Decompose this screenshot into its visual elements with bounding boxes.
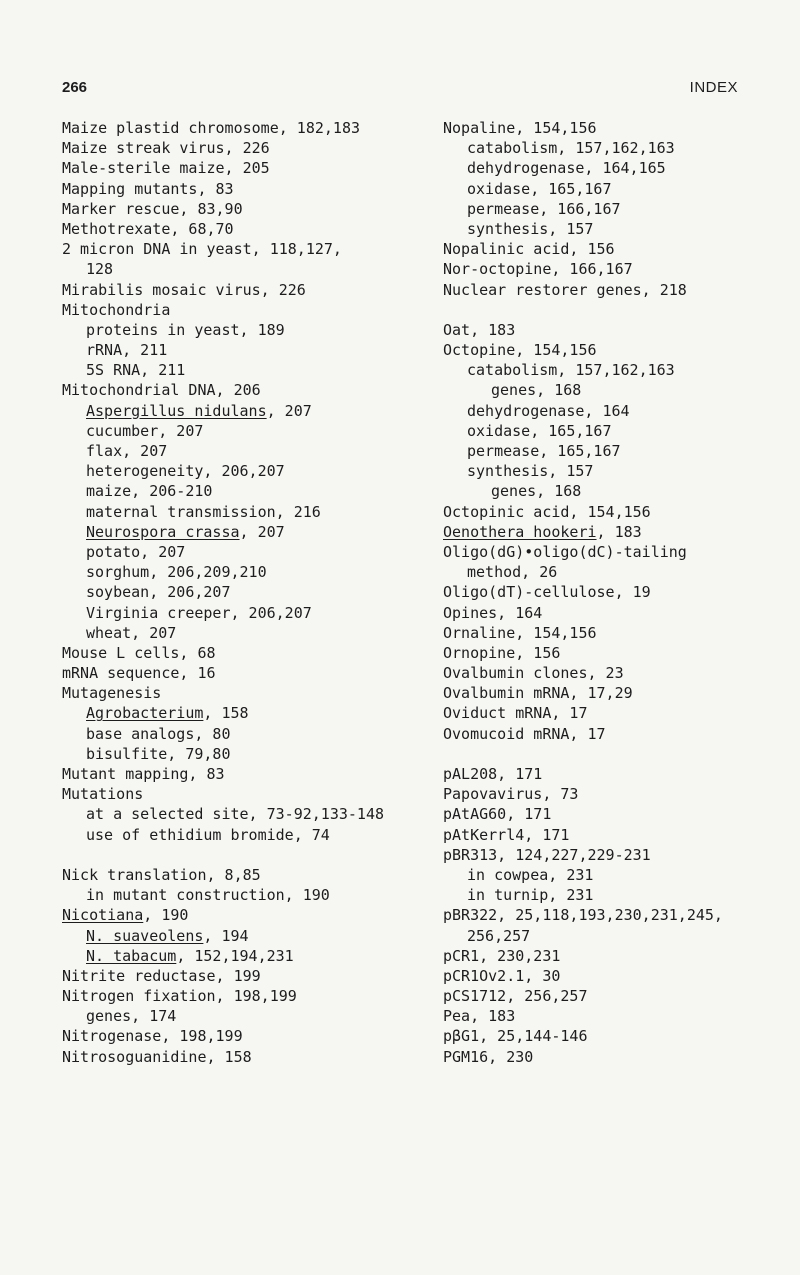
index-subentry: bisulfite, 79,80 (86, 744, 231, 763)
index-entry: Pea, 183 (443, 1007, 516, 1026)
index-subentry: heterogeneity, 206,207 (86, 462, 285, 481)
index-entry: Octopinic acid, 154,156 (443, 502, 651, 521)
index-subentry: in mutant construction, 190 (86, 886, 330, 905)
index-entry: pAL208, 171 (443, 765, 543, 783)
index-entry: pAtKerrl4, 171 (443, 825, 570, 844)
index-subentry: synthesis, 157 (467, 462, 594, 481)
index-entry: Oligo(dT)-cellulose, 19 (443, 583, 651, 602)
index-entry: Mirabilis mosaic virus, 226 (62, 280, 306, 299)
index-entry: Nopalinic acid, 156 (443, 240, 615, 259)
index-entry: pCR1Ov2.1, 30 (443, 966, 561, 985)
index-entry: Ornopine, 156 (443, 643, 561, 662)
index-entry: Nitrite reductase, 199 (62, 966, 261, 985)
index-entry: Mapping mutants, 83 (62, 179, 234, 198)
index-entry: pCS1712, 256,257 (443, 987, 588, 1006)
index-subentry: wheat, 207 (86, 623, 177, 642)
index-entry: Nitrogenase, 198,199 (62, 1027, 243, 1046)
index-entry: Nopaline, 154,156 (443, 119, 597, 137)
index-entry: Marker rescue, 83,90 (62, 199, 243, 218)
index-subentry: Agrobacterium, 158 (86, 704, 249, 723)
index-subentry: genes, 168 (491, 482, 582, 501)
index-entry: Mutations (62, 785, 144, 804)
index-subentry: method, 26 (467, 563, 558, 582)
index-entry: Oat, 183 (443, 320, 516, 339)
index-entry: pBR322, 25,118,193,230,231,245, (443, 906, 723, 925)
index-subentry: sorghum, 206,209,210 (86, 563, 267, 582)
index-entry: pβG1, 25,144-146 (443, 1027, 588, 1046)
index-subentry: genes, 168 (491, 381, 582, 400)
index-subentry: Virginia creeper, 206,207 (86, 603, 312, 622)
index-subentry: 128 (86, 260, 114, 279)
index-subentry: potato, 207 (86, 542, 186, 561)
index-entry: Mouse L cells, 68 (62, 643, 216, 662)
index-subentry: in cowpea, 231 (467, 865, 594, 884)
index-subentry: 256,257 (467, 926, 531, 945)
index-subentry: rRNA, 211 (86, 341, 168, 360)
index-subentry: N. suaveolens, 194 (86, 926, 249, 945)
index-entry: Mitochondrial DNA, 206 (62, 381, 261, 400)
index-entry: pBR313, 124,227,229-231 (443, 845, 651, 864)
index-entry: Mutant mapping, 83 (62, 765, 225, 783)
index-subentry: dehydrogenase, 164 (467, 401, 630, 420)
index-entry: Nicotiana, 190 (62, 906, 189, 925)
index-entry: Ovalbumin mRNA, 17,29 (443, 684, 633, 703)
index-subentry: base analogs, 80 (86, 724, 231, 743)
index-subentry: catabolism, 157,162,163 (467, 139, 675, 158)
index-entry: Nuclear restorer genes, 218 (443, 280, 687, 299)
index-subentry: dehydrogenase, 164,165 (467, 159, 666, 178)
underlined-term: Aspergillus nidulans (86, 401, 267, 420)
underlined-term: Agrobacterium (86, 704, 204, 723)
index-subentry: catabolism, 157,162,163 (467, 361, 675, 380)
index-entry: Oviduct mRNA, 17 (443, 704, 588, 723)
index-subentry: permease, 165,167 (467, 442, 621, 460)
index-subentry: genes, 174 (86, 1007, 177, 1026)
index-subentry: Aspergillus nidulans, 207 (86, 401, 312, 420)
index-subentry: oxidase, 165,167 (467, 421, 612, 440)
index-subentry: permease, 166,167 (467, 199, 621, 218)
index-subentry: soybean, 206,207 (86, 583, 231, 602)
underlined-term: Oenothera hookeri (443, 522, 597, 541)
index-subentry: N. tabacum, 152,194,231 (86, 946, 294, 965)
index-subentry: 5S RNA, 211 (86, 361, 186, 380)
index-gap (443, 300, 793, 320)
index-entry: Papovavirus, 73 (443, 785, 579, 804)
index-subentry: maternal transmission, 216 (86, 502, 321, 521)
index-subentry: Neurospora crassa, 207 (86, 522, 285, 541)
index-entry: Nitrogen fixation, 198,199 (62, 987, 297, 1006)
index-entry: Oenothera hookeri, 183 (443, 522, 642, 541)
running-head: INDEX (689, 79, 738, 96)
underlined-term: Nicotiana (62, 906, 144, 925)
page-header (62, 79, 738, 99)
index-entry: Methotrexate, 68,70 (62, 219, 234, 238)
index-entry: Octopine, 154,156 (443, 341, 597, 360)
index-entry: Maize streak virus, 226 (62, 139, 270, 158)
index-entry: Nor-octopine, 166,167 (443, 260, 633, 279)
index-entry: pCR1, 230,231 (443, 946, 561, 965)
index-entry: mRNA sequence, 16 (62, 664, 216, 683)
index-entry: Nick translation, 8,85 (62, 865, 261, 884)
index-entry: Mutagenesis (62, 684, 162, 703)
index-entry: Nitrosoguanidine, 158 (62, 1047, 252, 1066)
index-column-left (62, 118, 422, 1067)
index-entry: Ornaline, 154,156 (443, 623, 597, 642)
underlined-term: N. tabacum (86, 946, 177, 965)
index-entry: PGM16, 230 (443, 1047, 534, 1066)
index-column-right (443, 118, 793, 1067)
index-subentry: in turnip, 231 (467, 886, 594, 905)
index-entry: Maize plastid chromosome, 182,183 (62, 119, 361, 137)
index-subentry: proteins in yeast, 189 (86, 320, 285, 339)
index-entry: Oligo(dG)•oligo(dC)-tailing (443, 542, 687, 561)
index-subentry: flax, 207 (86, 442, 168, 460)
index-subentry: synthesis, 157 (467, 219, 594, 238)
index-gap (443, 744, 793, 764)
index-subentry: oxidase, 165,167 (467, 179, 612, 198)
index-subentry: cucumber, 207 (86, 421, 204, 440)
index-entry: Mitochondria (62, 300, 171, 319)
index-gap (62, 845, 422, 865)
index-entry: Ovomucoid mRNA, 17 (443, 724, 606, 743)
index-entry: Male-sterile maize, 205 (62, 159, 270, 178)
index-entry: 2 micron DNA in yeast, 118,127, (62, 240, 342, 259)
index-subentry: maize, 206-210 (86, 482, 213, 501)
underlined-term: Neurospora crassa (86, 522, 240, 541)
page-number: 266 (62, 79, 88, 96)
index-entry: Ovalbumin clones, 23 (443, 664, 624, 683)
index-entry: Opines, 164 (443, 603, 543, 622)
index-subentry: use of ethidium bromide, 74 (86, 825, 330, 844)
index-subentry: at a selected site, 73-92,133-148 (86, 805, 385, 824)
underlined-term: N. suaveolens (86, 926, 204, 945)
index-entry: pAtAG60, 171 (443, 805, 552, 824)
